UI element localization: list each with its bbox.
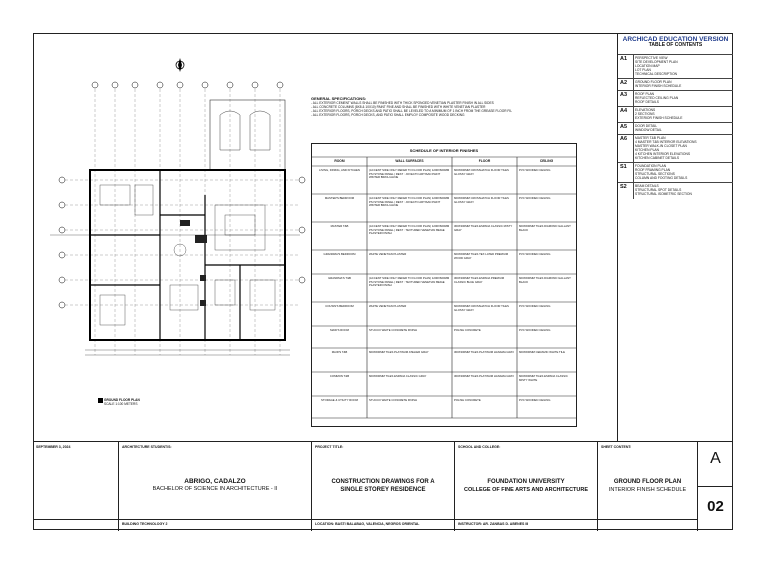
toc-items bbox=[635, 184, 692, 196]
toc-code: A3 bbox=[620, 92, 628, 98]
toc-item: ROOF FRAMING PLAN bbox=[635, 168, 671, 172]
schedule-cell-wall: (ACCENT SIDE ONLY REFER TO FLOOR PLAN) 1200X600MM PSI STONE PANEL | REST : JOVECTO ARTISAN PAINT WINTER BIRCH ALINE bbox=[369, 169, 450, 180]
schedule-title: SCHEDULE OF INTERIOR FINISHES bbox=[409, 148, 479, 153]
schedule-cell-floor: 300X300MM TILES PLATINUM HANAMA GRAY bbox=[454, 351, 515, 354]
schedule-cell-wall: STUCCO WHITE CONCRETE FINISH bbox=[369, 329, 418, 332]
schedule-cell-room: STORAGE & UTILITY ROOM bbox=[321, 399, 358, 402]
toc-item: STRUCTURAL ISOMETRIC SECTION bbox=[635, 192, 692, 196]
schedule-cell-wall: WHITE VENETIAN PLASTER bbox=[369, 253, 407, 256]
project-cell bbox=[312, 442, 455, 531]
toc-row bbox=[618, 90, 733, 107]
toc-code: A5 bbox=[620, 124, 628, 130]
ground-floor-plan-drawing bbox=[40, 55, 310, 415]
toc-items bbox=[635, 136, 697, 160]
toc-item: DOOR DETAIL bbox=[635, 124, 658, 128]
schedule-cell-ceiling: PVC WOODEN CEILING bbox=[519, 305, 551, 308]
project-label: PROJECT TITLE: bbox=[315, 445, 344, 449]
toc-subtitle: TABLE OF CONTENTS bbox=[648, 42, 703, 48]
course: BUILDING TECHNOLOGY 2 bbox=[122, 522, 168, 526]
schedule-cell-floor: 600X600MM CROSSHATCH FLOOR TILES GLOSSY GRAY bbox=[454, 305, 509, 312]
toc-item: ROOF PLAN bbox=[635, 92, 655, 96]
toc-item: INTERIOR FINISH SCHEDULE bbox=[635, 84, 682, 88]
toc-item: MASTER T&B PLAN bbox=[635, 136, 666, 140]
project-title-1: CONSTRUCTION DRAWINGS FOR A bbox=[331, 479, 435, 485]
schedule-header-ceiling: CEILING bbox=[539, 159, 554, 163]
toc-item: 4 KITCHEN INTERIOR ELEVATIONS bbox=[635, 152, 691, 156]
toc-item: COLUMN AND FOOTING DETAILS bbox=[635, 176, 688, 180]
sheet-content-cell bbox=[598, 442, 698, 531]
schedule-cell-wall: STUCCO WHITE CONCRETE FINISH bbox=[369, 399, 418, 402]
toc-items bbox=[635, 108, 682, 120]
toc-code: S1 bbox=[620, 164, 627, 170]
table-of-contents bbox=[617, 34, 733, 441]
toc-items bbox=[635, 80, 681, 88]
schedule-cell-ceiling: 600X600MM TILES DIAMOND GALLANT BLACK bbox=[519, 225, 571, 232]
toc-item: LOT PLAN bbox=[635, 68, 651, 72]
toc-item: TECHNICAL DESCRIPTION bbox=[635, 72, 678, 76]
schedule-cell-room: LIVING, DINING, AND KITCHEN bbox=[319, 169, 360, 172]
schedule-cell-wall: 600X600MM TILES ESPANA CLASSIC GRAY bbox=[369, 375, 427, 378]
college-name: COLLEGE OF FINE ARTS AND ARCHITECTURE bbox=[463, 487, 589, 493]
sheet-content-2: INTERIOR FINISH SCHEDULE bbox=[608, 487, 687, 493]
student-name: ABRIGO, CADALZO bbox=[184, 478, 246, 485]
schedule-cell-ceiling: PVC WOODEN CEILING bbox=[519, 253, 551, 256]
toc-item: ELEVATIONS bbox=[635, 108, 656, 112]
toc-item: STRUCTURAL SECTIONS bbox=[635, 172, 675, 176]
interior-finish-schedule bbox=[311, 143, 577, 427]
students-cell bbox=[119, 442, 312, 531]
schedule-cell-room: MASTER'S BEDROOM bbox=[324, 197, 355, 200]
toc-item: KITCHEN PLAN bbox=[635, 148, 659, 152]
schedule-cell-room: COMMON T&B bbox=[329, 375, 350, 378]
spec-line: - ALL EXTERIOR FLOORS, PORCH DECKS AND PATIO SHALL BE LEVELED TO A MINIMUM OF 1 INCH FROM THE GREASE FLOOR FIL bbox=[311, 109, 513, 113]
toc-item: LOCATION MAP bbox=[635, 64, 660, 68]
schedule-cell-wall: (ACCENT SIDE ONLY REFER TO FLOOR PLAN) 1200X600MM PSI STONE PANEL | REST : TEXTURED VENETIAN BEIGE PLASTER FINISH bbox=[369, 277, 450, 288]
toc-items bbox=[635, 92, 678, 104]
schedule-cell-floor: POLISH CONCRETE bbox=[454, 329, 481, 332]
toc-items bbox=[635, 124, 662, 132]
schedule-cell-ceiling: 600X600MM CERAMIC WHITE TILE bbox=[519, 351, 565, 354]
schedule-header-floor: FLOOR bbox=[478, 159, 491, 163]
schedule-cell-ceiling: PVC WOODEN CEILING bbox=[519, 399, 551, 402]
toc-item: REFLECTED CEILING PLAN bbox=[635, 96, 679, 100]
instructor: INSTRUCTOR: AR. ZANBAS D. ABENES III bbox=[458, 522, 529, 526]
date: SEPTEMBER 3, 2024 bbox=[36, 445, 71, 449]
spec-line: - ALL EXTERIOR CEMENT WALLS SHALL BE FINISHED WITH THICK SPONGED VENETIAN PLASTER FINISH IN ALL SIDES bbox=[311, 101, 494, 105]
toc-item: 2 SECTIONS bbox=[635, 112, 655, 116]
schedule-cell-floor: 300X300MM TILES ESPANA PREMIUM CLASSIC BLUE GRAY bbox=[454, 277, 505, 284]
schedule-cell-ceiling: PVC WOODEN CEILING bbox=[519, 169, 551, 172]
schedule-cell-floor: 300X300MM TILES ESPANA CLASSIC MISTY GRAY bbox=[454, 225, 513, 232]
schedule-cell-room: GRANDMA'S BEDROOM bbox=[323, 253, 356, 256]
date-cell bbox=[33, 442, 119, 531]
toc-code: A1 bbox=[620, 56, 628, 62]
schedule-cell-wall: (ACCENT SIDE ONLY REFER TO FLOOR PLAN) 1200X600MM PSI STONE PANEL | REST : TEXTURED VENETIAN BEIGE PLASTER FINISH bbox=[369, 225, 450, 236]
schedule-cell-wall: WHITE VENETIAN PLASTER bbox=[369, 305, 407, 308]
sheet-number-cell bbox=[698, 442, 733, 531]
spec-line: - ALL CONCRETE COLUMNS (8X8 & 10X10) PAINT FINE AND SHALL BE FINISHED WITH WHITE VENETIAN PLASTER bbox=[311, 105, 486, 109]
schedule-cell-room: COUSIN'S BEDROOM bbox=[325, 305, 354, 308]
sheet-content-1: GROUND FLOOR PLAN bbox=[613, 479, 682, 485]
toc-code: A2 bbox=[620, 80, 628, 86]
schedule-cell-floor: 600X600MM CROSSHATCH FLOOR TILES GLOSSY GRAY bbox=[454, 169, 509, 176]
toc-row bbox=[618, 106, 733, 123]
toc-code: A6 bbox=[620, 136, 628, 142]
schedule-cell-ceiling: 600X600MM TILES DIAMOND GALLANT BLACK bbox=[519, 277, 571, 284]
plan-legend-scale: SCALE 1:100 METERS bbox=[104, 402, 138, 406]
schedule-cell-ceiling: 600X600MM TILES ESPANA CLASSIC MISTY WHITE bbox=[519, 375, 568, 382]
schedule-cell-ceiling: PVC WOODEN CEILING bbox=[519, 197, 551, 200]
school-label: SCHOOL AND COLLEGE: bbox=[458, 445, 501, 449]
schedule-cell-wall: (ACCENT SIDE ONLY REFER TO FLOOR PLAN) 1200X600MM PSI STONE PANEL | REST : JOVECTO ARTISAN PAINT WINTER BIRCH ALINE bbox=[369, 197, 450, 208]
toc-item: KITCHEN CABINET DETAILS bbox=[635, 156, 680, 160]
schedule-header-wall: WALL SURFACES bbox=[395, 159, 424, 163]
north-arrow-icon bbox=[176, 58, 184, 72]
schedule-cell-floor: 600X600MM CROSSHATCH FLOOR TILES GLOSSY GRAY bbox=[454, 197, 509, 204]
schedule-cell-room: MASTER T&B bbox=[330, 225, 349, 228]
toc-code: A4 bbox=[620, 108, 628, 114]
sheet-number: 02 bbox=[707, 498, 724, 515]
students-label: ARCHITECTURE STUDENT/S: bbox=[122, 445, 172, 449]
toc-item: GROUND FLOOR PLAN bbox=[635, 80, 672, 84]
schedule-cell-floor: 600X600MM TILES TEX LATED PREMIUM WOOD GRAY bbox=[454, 253, 509, 260]
plan-legend-label: GROUND FLOOR PLAN bbox=[104, 398, 140, 402]
school-name: FOUNDATION UNIVERSITY bbox=[487, 479, 565, 485]
schedule-cell-room: GRANDMA'S T&B bbox=[328, 277, 351, 280]
schedule-header-room: ROOM bbox=[334, 159, 345, 163]
project-title-2: SINGLE STOREY RESIDENCE bbox=[340, 487, 426, 493]
general-specifications bbox=[311, 96, 581, 117]
toc-items bbox=[635, 56, 678, 76]
toc-row bbox=[618, 182, 733, 199]
school-cell bbox=[455, 442, 598, 531]
toc-item: PERSPECTIVE VIEW bbox=[635, 56, 668, 60]
toc-item: MASTER WALK-IN CLOSET PLAN bbox=[635, 144, 687, 148]
schedule-cell-room: MAID'S ROOM bbox=[330, 329, 349, 332]
toc-item: SITE DEVELOPMENT PLAN bbox=[635, 60, 678, 64]
sheet-letter: A bbox=[710, 450, 721, 467]
toc-item: STRUCTURAL SPOT DETAILS bbox=[635, 188, 682, 192]
toc-item: ROOF DETAILS bbox=[635, 100, 659, 104]
schedule-cell-wall: 600X600MM TILES PLATINUM ATELIER GRAY bbox=[369, 351, 429, 354]
spec-line: - ALL EXTERIOR FLOORS, PORCH DECKS, AND PATIO SHALL EMPLOY COMPOSITE WOOD DECKING bbox=[311, 113, 465, 117]
sheet-label: SHEET CONTENT: bbox=[601, 445, 632, 449]
toc-row bbox=[618, 54, 733, 79]
specs-heading: GENERAL SPECIFICATIONS: bbox=[311, 96, 367, 101]
degree: BACHELOR OF SCIENCE IN ARCHITECTURE - II bbox=[152, 486, 278, 492]
toc-items bbox=[635, 164, 687, 180]
toc-item: EXTERIOR FINISH SCHEDULE bbox=[635, 116, 683, 120]
toc-item: WINDOW DETAIL bbox=[635, 128, 662, 132]
toc-item: FOUNDATION PLAN bbox=[635, 164, 667, 168]
schedule-cell-floor: POLISH CONCRETE bbox=[454, 399, 481, 402]
toc-item: 4 MASTER T&B INTERIOR ELEVATIONS bbox=[635, 140, 697, 144]
schedule-cell-room: MAID'S T&B bbox=[331, 351, 348, 354]
location: LOCATION: BASTI BALABAG, VALENCIA, NEGROS ORIENTAL bbox=[315, 522, 420, 526]
schedule-cell-floor: 300X300MM TILES PLATINUM HANAMA GRAY bbox=[454, 375, 515, 378]
toc-row bbox=[618, 134, 733, 163]
toc-item: BEAM DETAILS bbox=[635, 184, 659, 188]
schedule-cell-ceiling: PVC WOODEN CEILING bbox=[519, 329, 551, 332]
toc-row bbox=[618, 162, 733, 183]
title-block bbox=[33, 441, 733, 531]
toc-title: ARCHICAD EDUCATION VERSION bbox=[622, 36, 729, 43]
toc-code: S2 bbox=[620, 184, 627, 190]
